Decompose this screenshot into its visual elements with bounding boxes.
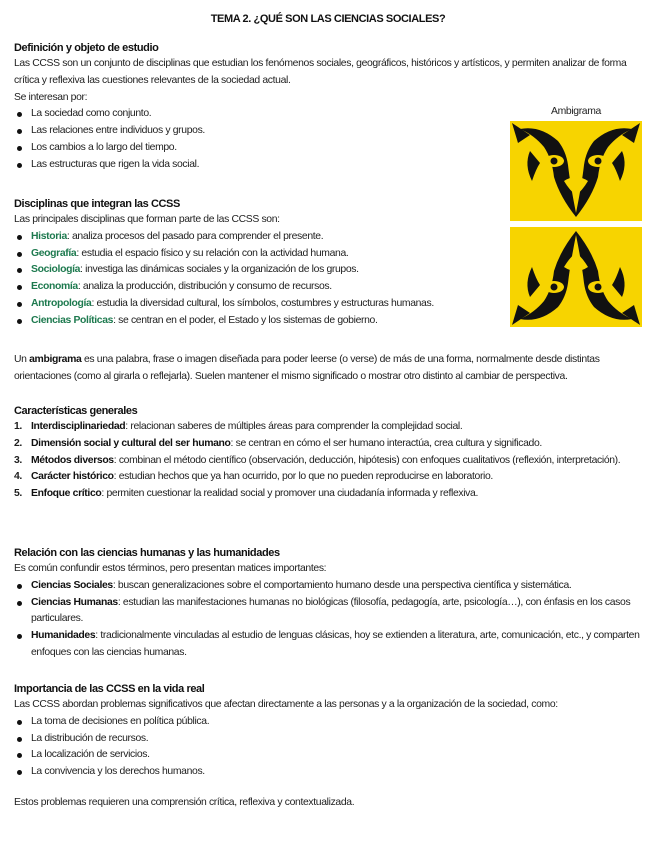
item-desc: : combinan el método científico (observación, deducción, hipótesis) con enfoques cualitativos (reflexión, interpretación).: [113, 454, 621, 466]
item-desc: : relacionan saberes de múltiples áreas para comprender la complejidad social.: [125, 421, 463, 432]
list-item: [14, 313, 504, 330]
ambigram-image-bottom: [510, 227, 642, 327]
discipline-desc: : investiga las dinámicas sociales y la organización de los grupos.: [80, 264, 359, 276]
list-item: La sociedad como conjunto.: [14, 106, 642, 123]
discipline-desc: : se centran en el poder, el Estado y los sistemas de gobierno.: [113, 314, 378, 326]
item-name: Métodos diversos: [31, 454, 114, 466]
numbered-list: [14, 419, 642, 503]
item-name: Enfoque crítico: [31, 488, 102, 500]
section-relacion: [14, 545, 642, 662]
list-item: La toma de decisiones en política pública.: [14, 714, 642, 731]
list-item: [14, 595, 642, 629]
discipline-name: Historia: [31, 230, 67, 242]
discipline-name: Geografía: [31, 247, 77, 259]
item-desc: : estudian hechos que ya han ocurrido, por lo que no pueden reproducirse en laboratorio.: [113, 471, 493, 483]
discipline-desc: : analiza procesos del pasado para comprender el presente.: [66, 230, 324, 242]
item-name: Humanidades: [31, 630, 96, 642]
ambigram-figure-top: [510, 121, 642, 221]
list-item: Las relaciones entre individuos y grupos.: [14, 123, 642, 140]
ambigram-figure-bottom: [510, 227, 642, 327]
list-item: [14, 229, 504, 246]
term-ambigrama: ambigrama: [29, 354, 82, 365]
paragraph: [14, 352, 642, 386]
text-pre: Un: [14, 354, 30, 365]
item-number: 2.: [14, 437, 22, 449]
text-post: es una palabra, frase o imagen diseñada para poder leerse (o verse) de más de una forma, normalmente desde distintas orientaciones (como al girarla o reflejarla). Suelen mantener el mismo significado o mostrar otro distinto al cambiar de perspectiva.: [14, 354, 600, 382]
list-item: [14, 296, 504, 313]
closing-paragraph: Estos problemas requieren una comprensión crítica, reflexiva y contextualizada.: [14, 796, 355, 808]
item-name: Carácter histórico: [31, 471, 114, 483]
page-title: TEMA 2. ¿QUÉ SON LAS CIENCIAS SOCIALES?: [210, 13, 446, 25]
item-number: 3.: [14, 454, 22, 466]
section-ambigrama-def: [14, 352, 642, 386]
item-name: Dimensión social y cultural del ser humano: [31, 437, 231, 449]
list-item: [14, 279, 504, 296]
list-item: [14, 578, 642, 595]
ambigram-image-top: [510, 121, 642, 221]
list-item: La distribución de recursos.: [14, 731, 642, 748]
list-item: Las estructuras que rigen la vida social.: [14, 157, 642, 174]
discipline-desc: : estudia el espacio físico y su relación con la actividad humana.: [76, 247, 349, 259]
list-item: [14, 262, 504, 279]
item-name: Ciencias Sociales: [31, 579, 113, 591]
list-item: Los cambios a lo largo del tiempo.: [14, 140, 642, 157]
discipline-name: Ciencias Políticas: [31, 314, 114, 326]
paragraph: Las CCSS son un conjunto de disciplinas que estudian los fenómenos sociales, geográficos, históricos y artísticos, y permiten analizar de forma crítica y reflexiva las cuestiones relevantes de la sociedad actual.: [14, 58, 627, 86]
list-item: La convivencia y los derechos humanos.: [14, 764, 642, 781]
item-desc: : permiten cuestionar la realidad social y promover una ciudadanía informada y reflexiva.: [101, 488, 478, 500]
list-item: [14, 436, 642, 453]
bullet-list: [14, 229, 504, 330]
item-desc: : estudian las manifestaciones humanas no biológicas (filosofía, pedagogía, arte, psicología…), con énfasis en los casos particulares.: [31, 596, 631, 625]
section-heading: Definición y objeto de estudio: [14, 42, 159, 54]
paragraph-intro: Es común confundir estos términos, pero presentan matices importantes:: [14, 563, 327, 574]
item-number: 5.: [14, 488, 22, 500]
discipline-name: Sociología: [31, 264, 81, 276]
bullet-list: [14, 714, 642, 781]
bullet-list: [14, 578, 642, 662]
list-item: [14, 453, 642, 470]
item-name: Ciencias Humanas: [31, 596, 118, 608]
section-heading: Características generales: [14, 405, 138, 417]
item-desc: : buscan generalizaciones sobre el comportamiento humano desde una perspectiva científica y sistemática.: [112, 579, 572, 591]
item-number: 4.: [14, 471, 22, 483]
item-desc: : se centran en cómo el ser humano interactúa, crea cultura y significado.: [230, 437, 542, 449]
list-item: La localización de servicios.: [14, 747, 642, 764]
paragraph-intro: Las principales disciplinas que forman parte de las CCSS son:: [14, 214, 280, 225]
paragraph-intro: Las CCSS abordan problemas significativos que afectan directamente a las personas y a la organización de la sociedad, como:: [14, 699, 558, 710]
discipline-desc: : estudia la diversidad cultural, los símbolos, costumbres y estructuras humanas.: [91, 297, 434, 309]
list-item: [14, 628, 642, 662]
list-item: [14, 246, 504, 263]
paragraph-intro: Se interesan por:: [14, 91, 88, 103]
section-caracteristicas: [14, 403, 642, 503]
section-disciplinas: [14, 196, 504, 330]
list-item: [14, 419, 642, 436]
discipline-name: Economía: [31, 281, 78, 293]
item-desc: : tradicionalmente vinculadas al estudio de lenguas clásicas, hoy se extienden a literatura, arte, comunicación, etc., y comparten enfoques con las ciencias humanas.: [31, 630, 640, 658]
item-number: 1.: [14, 421, 22, 432]
section-heading: Importancia de las CCSS en la vida real: [14, 683, 205, 695]
discipline-desc: : analiza la producción, distribución y consumo de recursos.: [77, 281, 332, 293]
section-heading: Disciplinas que integran las CCSS: [14, 198, 180, 210]
list-item: [14, 486, 642, 503]
discipline-name: Antropología: [31, 297, 92, 309]
section-heading: Relación con las ciencias humanas y las humanidades: [14, 547, 280, 559]
figure-caption: Ambigrama: [551, 106, 601, 117]
list-item: [14, 469, 642, 486]
item-name: Interdisciplinariedad: [31, 421, 126, 432]
section-importancia: [14, 681, 642, 812]
